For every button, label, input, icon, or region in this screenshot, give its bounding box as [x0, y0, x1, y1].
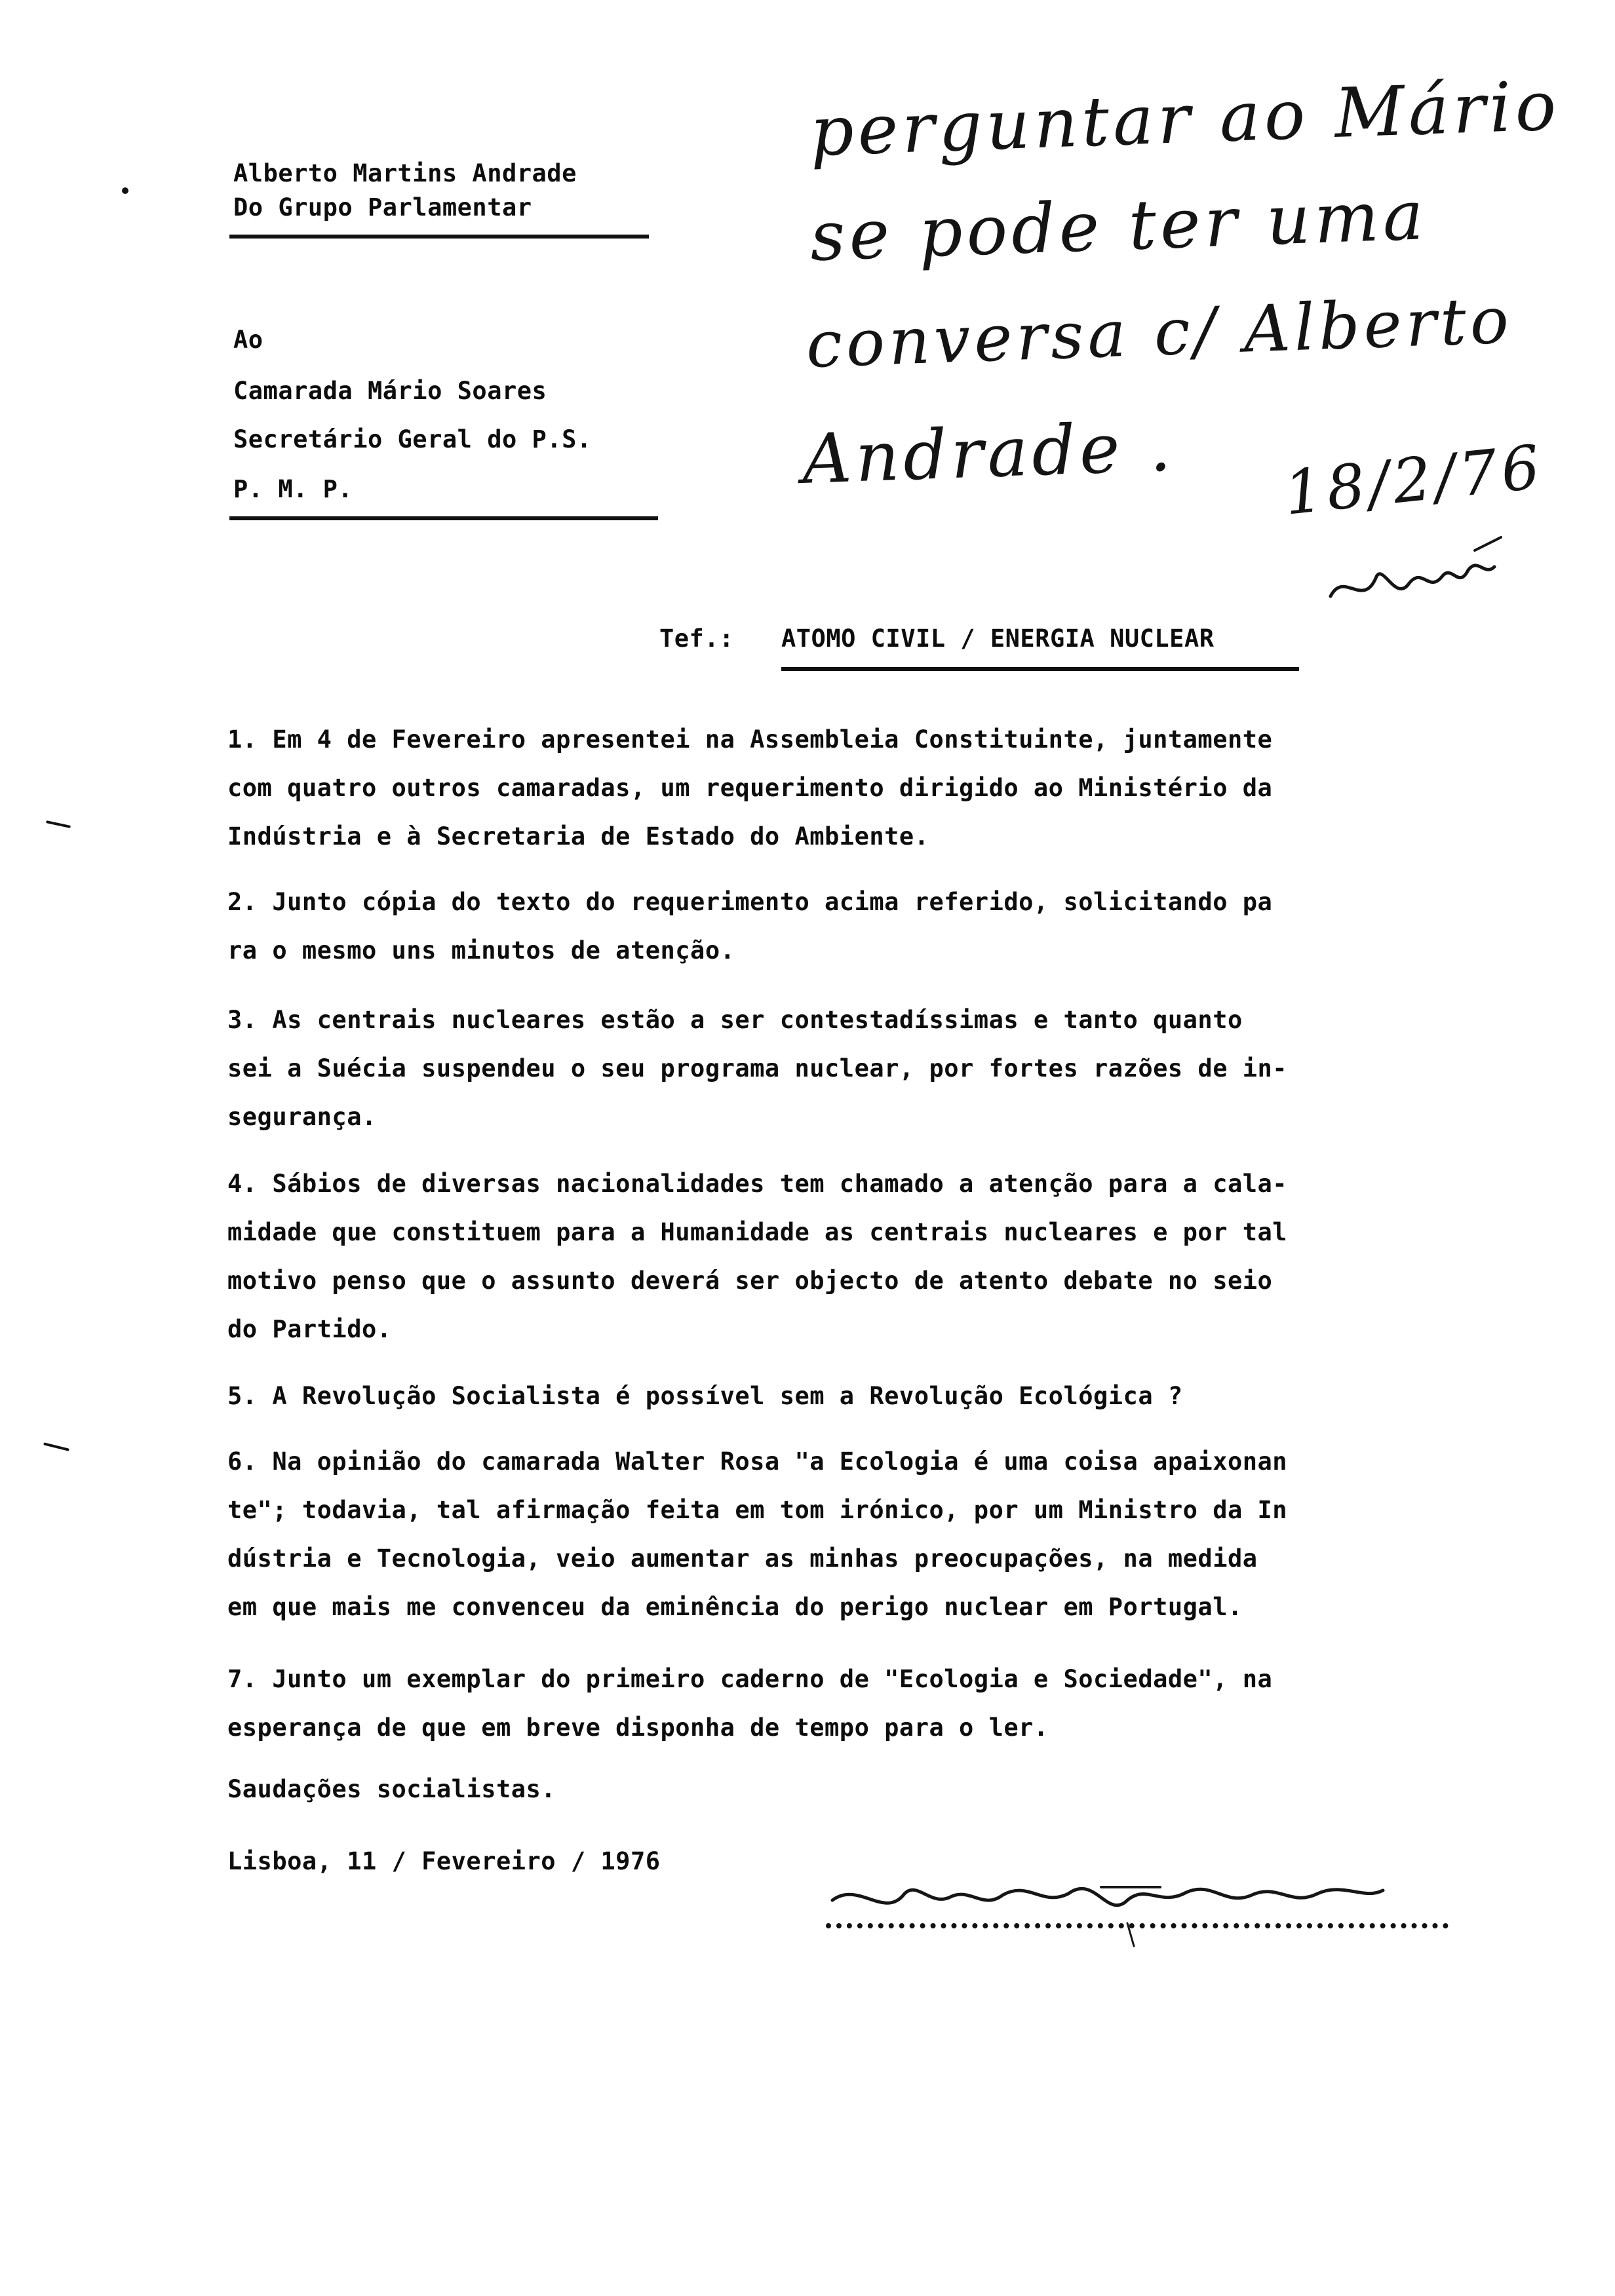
paragraph-5 [227, 1372, 1183, 1421]
closing-greeting: Saudações socialistas. [227, 1775, 556, 1803]
subject-prefix: Tef.: [659, 624, 734, 653]
paragraph-line: midade que constituem para a Humanidade as centrais nucleares e por tal [227, 1218, 1288, 1246]
paragraph-line: com quatro outros camaradas, um requerimento dirigido ao Ministério da [227, 774, 1273, 802]
paragraph-line: 4. Sábios de diversas nacionalidades tem chamado a atenção para a cala- [227, 1170, 1288, 1198]
paragraph-4 [227, 1160, 1287, 1354]
paragraph-3 [227, 996, 1287, 1141]
paragraph-line: em que mais me convenceu da eminência do perigo nuclear em Portugal. [227, 1593, 1243, 1621]
signature-scribble [819, 1861, 1462, 1953]
paragraph-line: 2. Junto cópia do texto do requerimento acima referido, solicitando pa [227, 888, 1273, 916]
subject-underline [781, 667, 1299, 671]
handwritten-note-line: se pode ter uma [808, 175, 1429, 277]
handwritten-note-line: conversa c/ Alberto [805, 283, 1514, 383]
margin-mark [43, 1442, 69, 1451]
paragraph-2 [227, 878, 1272, 975]
paragraph-line: 6. Na opinião do camarada Walter Rosa "a Ecologia é uma coisa apaixonan [227, 1447, 1288, 1476]
recipient-name: Camarada Mário Soares [233, 377, 547, 405]
sender-divider [229, 235, 649, 239]
paragraph-6 [227, 1438, 1287, 1632]
subject-text: ATOMO CIVIL / ENERGIA NUCLEAR [781, 624, 1215, 653]
place-date: Lisboa, 11 / Fevereiro / 1976 [227, 1847, 661, 1875]
recipient-location: P. M. P. [233, 475, 353, 503]
handwritten-note-line: Andrade . [800, 406, 1177, 499]
recipient-salutation: Ao [233, 326, 263, 354]
sender-name: Alberto Martins Andrade [233, 159, 577, 187]
paragraph-line: sei a Suécia suspendeu o seu programa nuclear, por fortes razões de in- [227, 1054, 1288, 1082]
paragraph-line: esperança de que em breve disponha de tempo para o ler. [227, 1713, 1049, 1742]
recipient-divider [229, 516, 658, 520]
paragraph-line: dústria e Tecnologia, veio aumentar as minhas preocupações, na medida [227, 1544, 1258, 1573]
margin-dot [122, 187, 128, 194]
paragraph-line: motivo penso que o assunto deverá ser objecto de atento debate no seio [227, 1267, 1273, 1295]
handwritten-note-line: perguntar ao Mário [808, 66, 1562, 172]
paragraph-line: 3. As centrais nucleares estão a ser contestadíssimas e tanto quanto [227, 1006, 1243, 1034]
signature [819, 1861, 1462, 1953]
paragraph-1 [227, 716, 1272, 861]
handwritten-note-date: 18/2/76 [1281, 431, 1547, 529]
paragraph-line: ra o mesmo uns minutos de atenção. [227, 936, 735, 965]
sender-group: Do Grupo Parlamentar [233, 193, 532, 221]
signature-dotted-line [826, 1923, 1449, 1928]
paragraph-line: 1. Em 4 de Fevereiro apresentei na Assembleia Constituinte, juntamente [227, 725, 1273, 754]
paragraph-line: 7. Junto um exemplar do primeiro caderno de "Ecologia e Sociedade", na [227, 1665, 1273, 1693]
paragraph-line: te"; todavia, tal afirmação feita em tom irónico, por um Ministro da In [227, 1496, 1288, 1524]
paragraph-line: do Partido. [227, 1315, 392, 1343]
paragraph-line: Indústria e à Secretaria de Estado do Ambiente. [227, 822, 929, 851]
margin-mark [46, 820, 71, 828]
handwritten-initials [1317, 531, 1514, 622]
recipient-title: Secretário Geral do P.S. [233, 425, 592, 453]
paragraph-line: 5. A Revolução Socialista é possível sem a Revolução Ecológica ? [227, 1382, 1183, 1410]
paragraph-line: segurança. [227, 1103, 377, 1131]
paragraph-7 [227, 1655, 1272, 1752]
